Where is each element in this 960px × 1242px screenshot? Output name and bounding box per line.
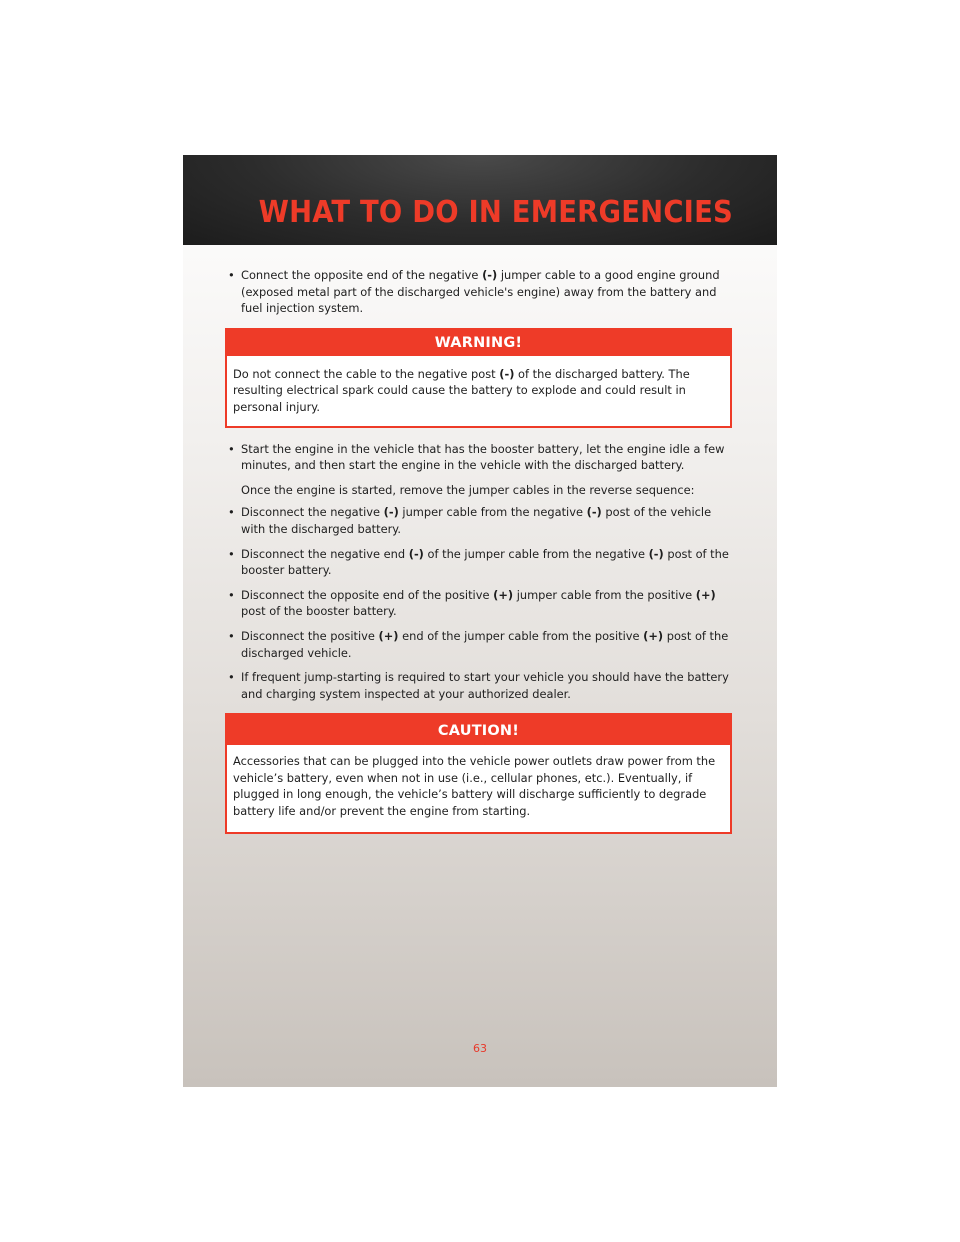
bullet-dot: •	[228, 587, 235, 602]
bullet-disconnect-4: • Disconnect the positive (+) end of the jumper cable from the positive (+) post of the discharged vehicle.	[228, 628, 729, 660]
warning-text: Do not connect the cable to the negative post (-) of the discharged battery. The resulting electrical spark could cause the battery to explode and could result in personal injury.	[233, 366, 690, 414]
bullet-connect-ground: • Connect the opposite end of the negative (-) jumper cable to a good engine ground (exposed metal part of the discharged vehicle's engine) away from the battery and fuel injection system.	[228, 268, 720, 316]
bullet-dot: •	[228, 505, 235, 520]
caution-title: CAUTION!	[227, 715, 730, 745]
section-title: WHAT TO DO IN EMERGENCIES	[258, 195, 733, 230]
caution-box	[225, 713, 732, 833]
bullet-disconnect-2: • Disconnect the negative end (-) of the jumper cable from the negative (-) post of the booster battery.	[228, 546, 729, 578]
bullet-frequent-jump-start: • If frequent jump-starting is required to start your vehicle you should have the battery and charging system inspected at your authorized dealer.	[228, 670, 729, 701]
manual-page	[183, 155, 777, 1087]
bullet-dot: •	[228, 441, 235, 456]
bullet-disconnect-1: • Disconnect the negative (-) jumper cable from the negative (-) post of the vehicle with the discharged battery.	[228, 505, 712, 536]
reverse-sequence-note: Once the engine is started, remove the jumper cables in the reverse sequence:	[241, 482, 695, 497]
bullet-dot: •	[228, 628, 235, 643]
bullet-dot: •	[228, 268, 235, 282]
bullet-disconnect-3: • Disconnect the opposite end of the positive (+) jumper cable from the positive (+) post of the booster battery.	[228, 587, 716, 619]
bullet-start-engine: • Start the engine in the vehicle that has the booster battery, let the engine idle a few minutes, and then start the engine in the vehicle with the discharged battery.	[228, 441, 725, 473]
page-number: 63	[473, 1042, 487, 1055]
warning-box	[225, 328, 732, 428]
caution-text: Accessories that can be plugged into the vehicle power outlets draw power from the vehicle’s battery, even when not in use (i.e., cellular phones, etc.). Eventually, if plugged in long enough, the vehicle’s battery will discharge sufficiently to degrade battery life and/or prevent the engine from starting.	[233, 754, 716, 819]
bullet-dot: •	[228, 546, 235, 561]
page-content	[225, 267, 735, 847]
bullet-dot: •	[228, 670, 235, 685]
warning-title: WARNING!	[227, 330, 730, 356]
section-header	[183, 155, 777, 245]
